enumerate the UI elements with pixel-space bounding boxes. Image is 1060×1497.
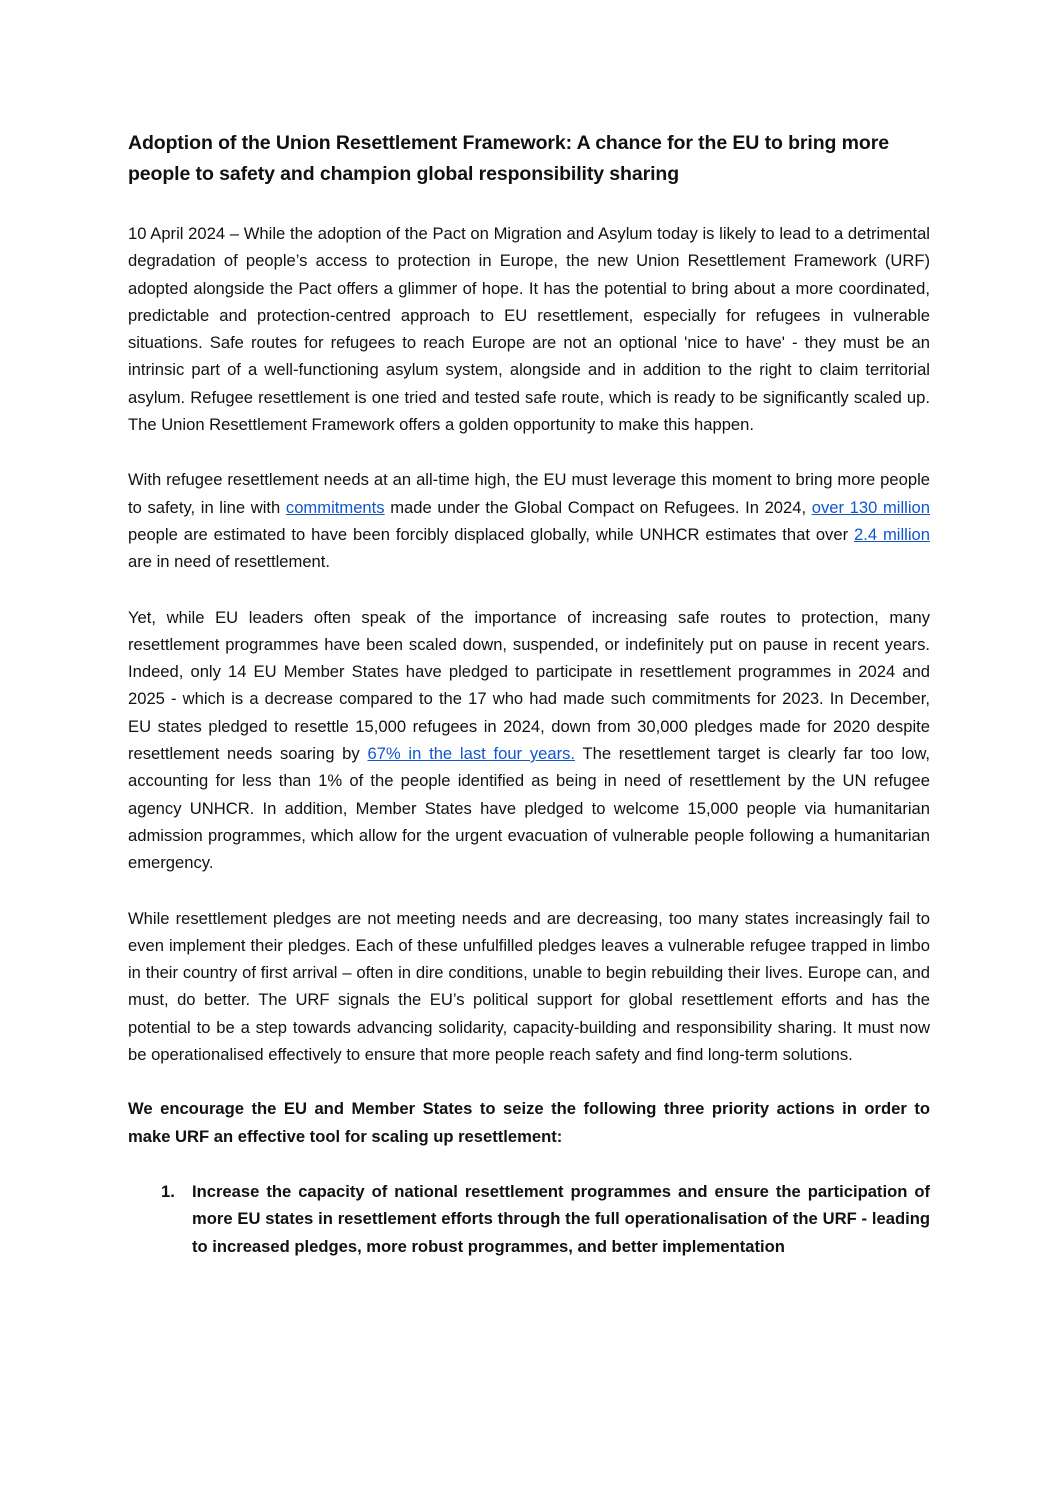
list-item xyxy=(128,1178,930,1260)
paragraph-implementation: While resettlement pledges are not meeting needs and are decreasing, too many states increasingly fail to even implement their pledges. Each of these unfulfilled pledges leaves a vulnerable refugee trapped in limbo in their country of first arrival – often in dire conditions, unable to begin rebuilding their lives. Europe can, and must, do better. The URF signals the EU’s political support for global resettlement efforts and has the potential to be a step towards advancing solidarity, capacity-building and responsibility sharing. It must now be operationalised effectively to ensure that more people reach safety and find long-term solutions. xyxy=(128,908,930,1065)
resettlement-needs-link[interactable]: 2.4 million xyxy=(854,524,930,544)
paragraph-resettlement-needs xyxy=(128,466,930,575)
list-item-number: 1. xyxy=(161,1181,175,1201)
document-page xyxy=(128,128,930,1260)
needs-increase-link[interactable]: 67% in the last four years. xyxy=(367,744,576,764)
displaced-figure-link[interactable]: over 130 million xyxy=(811,497,930,517)
paragraph-text: people are estimated to have been forcibly displaced globally, while UNHCR estimates that over xyxy=(128,524,854,544)
list-item-text: Increase the capacity of national resettlement programmes and ensure the participation of more EU states in resettlement efforts through the full operationalisation of the URF - leading to increased pledges, more robust programmes, and better implementation xyxy=(192,1181,930,1256)
paragraph-text: Yet, while EU leaders often speak of the importance of increasing safe routes to protection, many resettlement programmes have been scaled down, suspended, or indefinitely put on pause in recent years. Indeed, only 14 EU Member States have pledged to participate in resettlement programmes in 2024 and 2025 - which is a decrease compared to the 17 who had made such commitments for 2023. In December, EU states pledged to resettle 15,000 refugees in 2024, down from 30,000 pledges made for 2020 despite resettlement needs soaring by xyxy=(128,607,930,764)
priority-actions-list xyxy=(128,1178,930,1260)
paragraph-text: The resettlement target is clearly far too low, accounting for less than 1% of the people identified as being in need of resettlement by the UN refugee agency UNHCR. In addition, Member States have pledged to welcome 15,000 people via humanitarian admission programmes, which allow for the urgent evacuation of vulnerable people following a humanitarian emergency. xyxy=(128,744,930,873)
document-title: Adoption of the Union Resettlement Framework: A chance for the EU to bring more people to safety and champion global responsibility sharing xyxy=(128,132,889,185)
paragraph-pledges xyxy=(128,604,930,877)
paragraph-text: made under the Global Compact on Refugees. In 2024, xyxy=(384,497,812,517)
commitments-link[interactable]: commitments xyxy=(285,497,385,517)
paragraph-priority-actions-intro: We encourage the EU and Member States to seize the following three priority actions in order to make URF an effective tool for scaling up resettlement: xyxy=(128,1099,930,1146)
paragraph-text: are in need of resettlement. xyxy=(128,552,331,572)
paragraph-text: With refugee resettlement needs at an all-time high, the EU must leverage this moment to bring more people to safety, in line with xyxy=(128,470,930,517)
paragraph-intro: 10 April 2024 – While the adoption of the Pact on Migration and Asylum today is likely to lead to a detrimental degradation of people’s access to protection in Europe, the new Union Resettlement Framework (URF) adopted alongside the Pact offers a glimmer of hope. It has the potential to bring about a more coordinated, predictable and protection-centred approach to EU resettlement, especially for refugees in vulnerable situations. Safe routes for refugees to reach Europe are not an optional 'nice to have' - they must be an intrinsic part of a well-functioning asylum system, alongside and in addition to the right to claim territorial asylum. Refugee resettlement is one tried and tested safe route, which is ready to be significantly scaled up. The Union Resettlement Framework offers a golden opportunity to make this happen. xyxy=(128,224,930,435)
